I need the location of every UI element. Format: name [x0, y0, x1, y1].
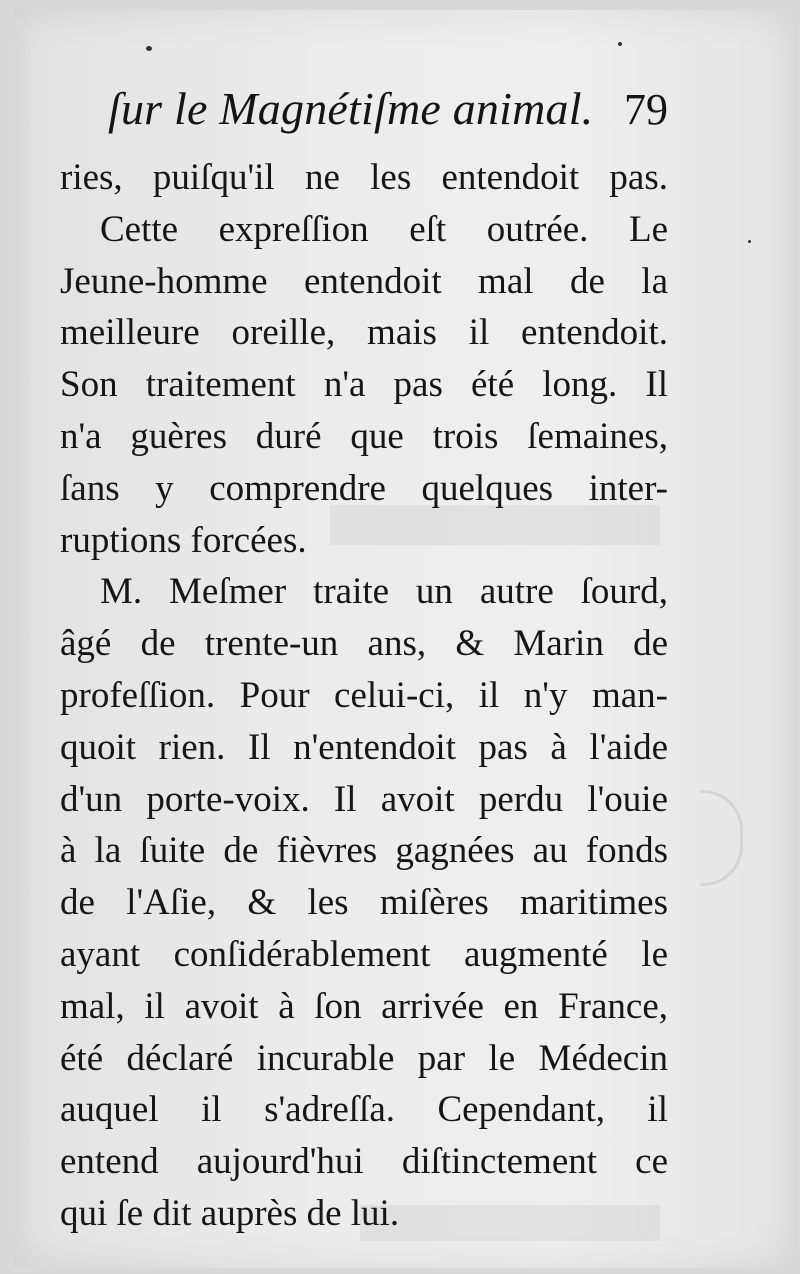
text-line: M. Meſmer traite un autre ſourd, [100, 571, 668, 613]
text-line: à la ſuite de fièvres gagnées au fonds [60, 830, 668, 872]
text-line: de l'Aſie, & les miſères maritimes [60, 882, 668, 924]
text-line: mal, il avoit à ſon arrivée en France, [60, 985, 668, 1027]
ink-speck [618, 42, 622, 46]
text-line: entend aujourd'hui diſtinctement ce [60, 1141, 668, 1183]
text-line: ruptions forcées. [60, 519, 307, 561]
text-line: qui ſe dit auprès de lui. [60, 1192, 400, 1234]
text-line: âgé de trente-un ans, & Marin de [60, 623, 668, 665]
text-line: ſans y comprendre quelques inter- [60, 467, 668, 509]
text-line: ries, puiſqu'il ne les entendoit pas. [60, 157, 668, 198]
text-line: été déclaré incurable par le Médecin [60, 1037, 668, 1079]
ink-speck [748, 240, 751, 243]
text-line: Son traitement n'a pas été long. Il [60, 364, 668, 406]
text-line: d'un porte-voix. Il avoit perdu l'ouie [60, 778, 668, 820]
text-line: Cette expreſſion eſt outrée. Le [100, 208, 668, 250]
running-title: ſur le Magnétiſme animal. [108, 83, 594, 134]
page-header [108, 82, 668, 142]
body-text [60, 152, 668, 1240]
text-line: ayant conſidérablement augmenté le [60, 933, 668, 975]
ink-speck [146, 46, 152, 51]
text-line: auquel il s'adreſſa. Cependant, il [60, 1089, 668, 1131]
text-line: profeſſion. Pour celui-ci, il n'y man- [60, 674, 668, 716]
text-line: n'a guères duré que trois ſemaines, [60, 415, 668, 457]
text-line: Jeune-homme entendoit mal de la [60, 260, 668, 302]
text-line: quoit rien. Il n'entendoit pas à l'aide [60, 726, 668, 768]
text-line: meilleure oreille, mais il entendoit. [60, 312, 668, 354]
page-number: 79 [624, 85, 668, 134]
